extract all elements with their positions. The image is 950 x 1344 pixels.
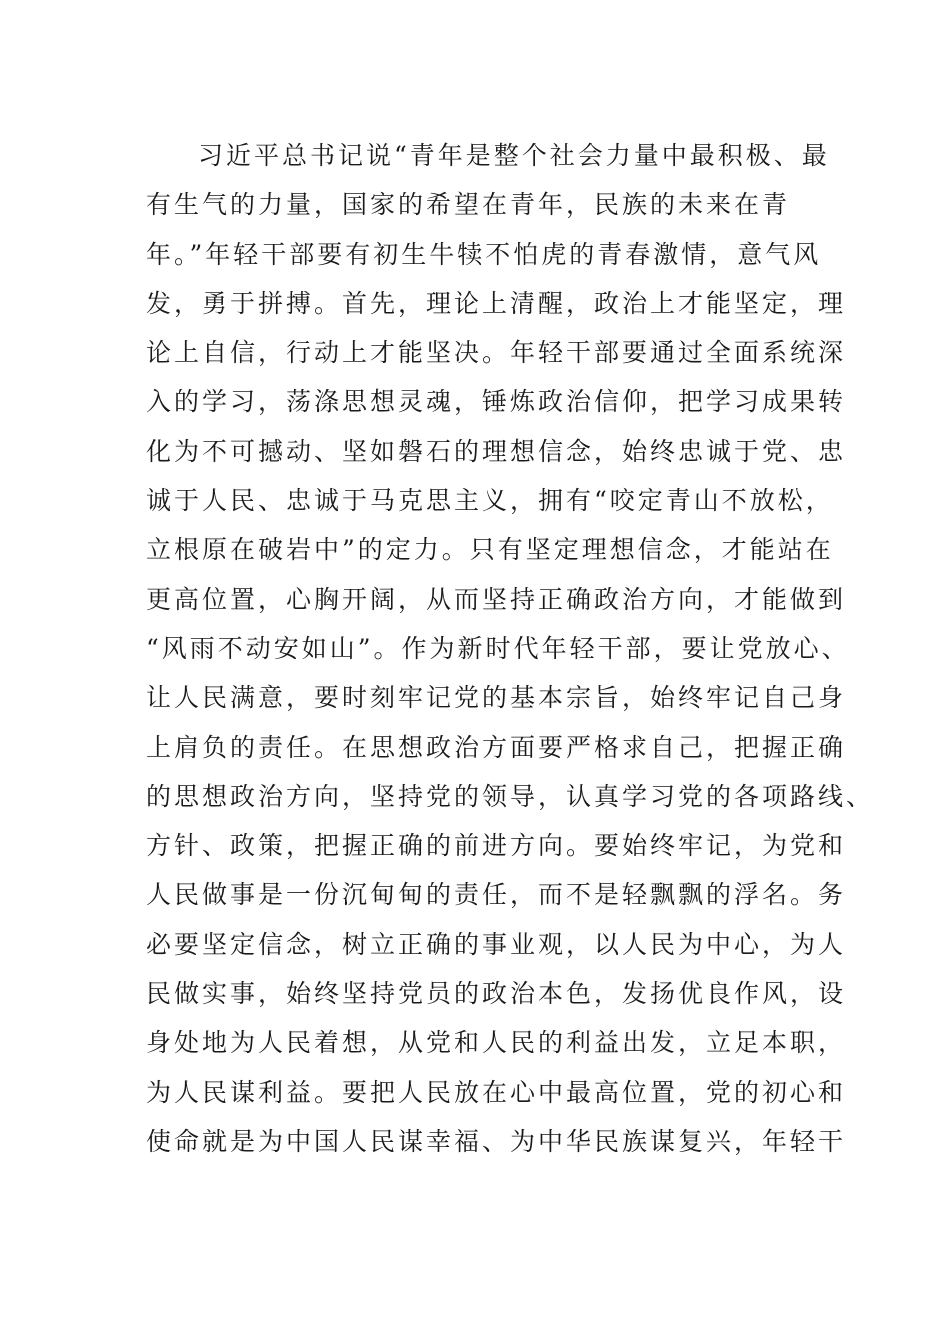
text-line: 更高位置，心胸开阔，从而坚持正确政治方向，才能做到 — [146, 584, 847, 614]
text-line: “风雨不动安如山”。作为新时代年轻干部，要让党放心、 — [146, 633, 850, 663]
text-line: 诚于人民、忠诚于马克思主义，拥有“咬定青山不放松， — [146, 486, 834, 516]
text-line: 为人民谋利益。要把人民放在心中最高位置，党的初心和 — [146, 1077, 847, 1107]
text-line: 立根原在破岩中”的定力。只有坚定理想信念，才能站在 — [146, 535, 834, 565]
text-line: 人民做事是一份沉甸甸的责任，而不是轻飘飘的浮名。务 — [146, 880, 847, 910]
text-line: 使命就是为中国人民谋幸福、为中华民族谋复兴，年轻干 — [146, 1126, 847, 1156]
text-line: 发，勇于拼搏。首先，理论上清醒，政治上才能坚定，理 — [146, 288, 847, 318]
text-line: 论上自信，行动上才能坚决。年轻干部要通过全面系统深 — [146, 338, 847, 368]
text-line: 方针、政策，把握正确的前进方向。要始终牢记，为党和 — [146, 831, 847, 861]
text-line: 上肩负的责任。在思想政治方面要严格求自己，把握正确 — [146, 732, 847, 762]
text-line: 让人民满意，要时刻牢记党的基本宗旨，始终牢记自己身 — [146, 683, 847, 713]
text-line: 必要坚定信念，树立正确的事业观，以人民为中心，为人 — [146, 929, 847, 959]
text-line: 身处地为人民着想，从党和人民的利益出发，立足本职， — [146, 1028, 847, 1058]
text-line: 化为不可撼动、坚如磐石的理想信念，始终忠诚于党、忠 — [146, 436, 847, 466]
text-line: 民做实事，始终坚持党员的政治本色，发扬优良作风，设 — [146, 979, 847, 1009]
text-line: 习近平总书记说“青年是整个社会力量中最积极、最 — [198, 141, 830, 170]
body-paragraph — [146, 136, 875, 1171]
text-line: 有生气的力量，国家的希望在青年，民族的未来在青 — [146, 190, 791, 220]
text-line: 入的学习，荡涤思想灵魂，锤炼政治信仰，把学习成果转 — [146, 387, 847, 417]
text-line: 年。”年轻干部要有初生牛犊不怕虎的青春激情，意气风 — [146, 239, 822, 269]
text-line: 的思想政治方向，坚持党的领导，认真学习党的各项路线、 — [146, 781, 875, 811]
